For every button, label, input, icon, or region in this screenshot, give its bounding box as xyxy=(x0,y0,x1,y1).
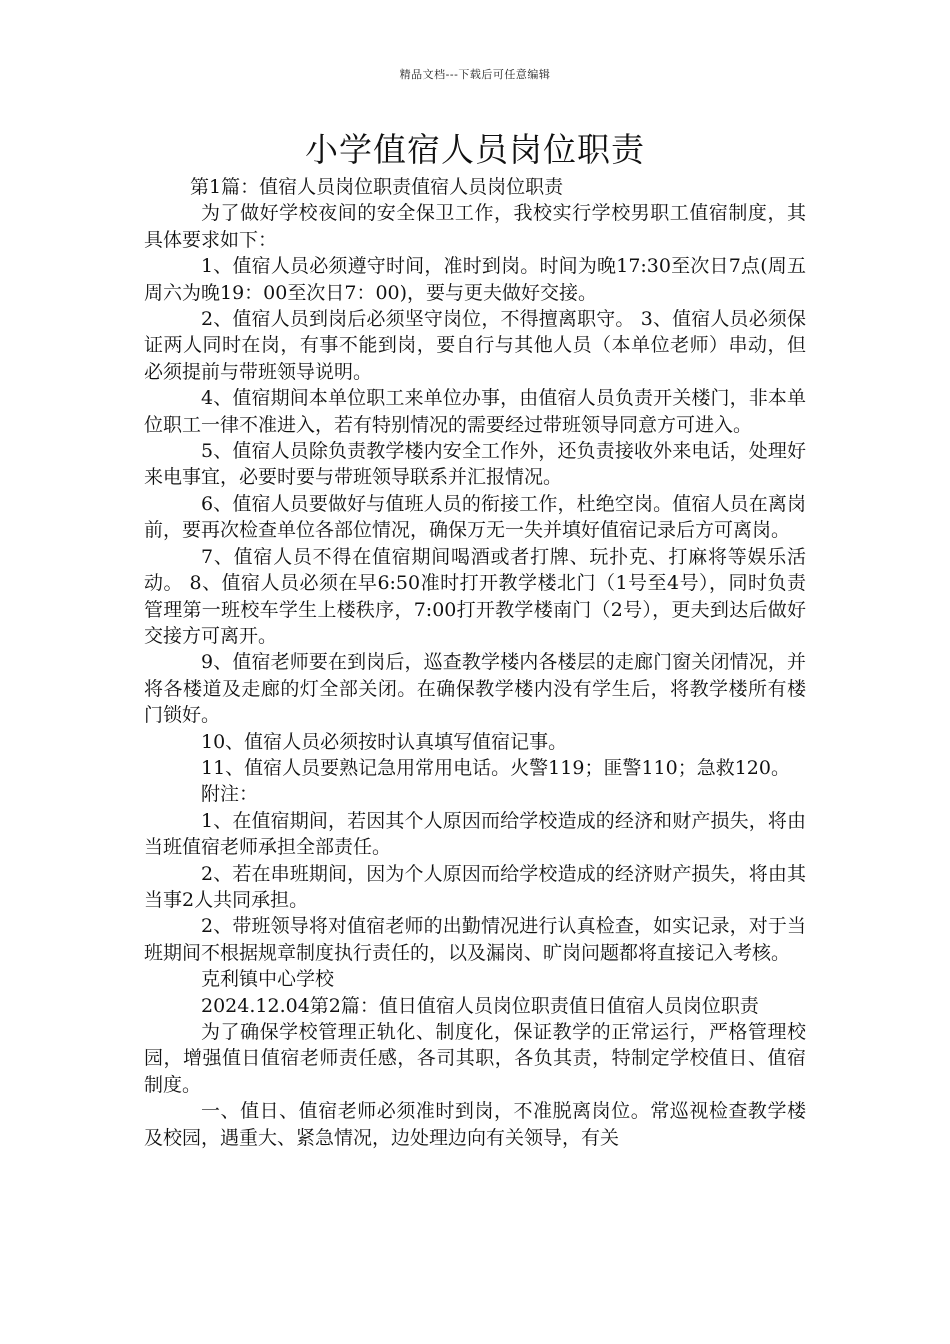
paragraph: 7、值宿人员不得在值宿期间喝酒或者打牌、玩扑克、打麻将等娱乐活动。 8、值宿人员必须在早6:50准时打开教学楼北门（1号至4号），同时负责管理第一班校车学生上楼秩序，7:00打开教学楼南门（2号），更夫到达后做好交接方可离开。 xyxy=(144,545,806,647)
page-title: 小学值宿人员岗位职责 xyxy=(305,130,645,169)
paragraph: 6、值宿人员要做好与值班人员的衔接工作，杜绝空岗。值宿人员在离岗前，要再次检查单位各部位情况，确保万无一失并填好值宿记录后方可离岗。 xyxy=(144,492,806,542)
paragraph: 9、值宿老师要在到岗后，巡查教学楼内各楼层的走廊门窗关闭情况，并将各楼道及走廊的灯全部关闭。在确保教学楼内没有学生后，将教学楼所有楼门锁好。 xyxy=(144,651,806,727)
signature-school: 克利镇中心学校 xyxy=(201,968,335,991)
paragraph: 5、值宿人员除负责教学楼内安全工作外，还负责接收外来电话，处理好来电事宜，必要时要与带班领导联系并汇报情况。 xyxy=(144,440,806,489)
header-note: 精品文档---下载后可任意编辑 xyxy=(399,68,551,81)
date-and-section-heading-2: 2024.12.04第2篇：值日值宿人员岗位职责值日值宿人员岗位职责 xyxy=(201,994,759,1017)
paragraph: 11、值宿人员要熟记急用常用电话。火警119；匪警110；急救120。 xyxy=(201,756,790,779)
paragraph: 2、带班领导将对值宿老师的出勤情况进行认真检查，如实记录，对于当班期间不根据规章制度执行责任的，以及漏岗、旷岗问题都将直接记入考核。 xyxy=(144,915,806,964)
paragraph: 一、值日、值宿老师必须准时到岗，不准脱离岗位。常巡视检查教学楼及校园，遇重大、紧急情况，边处理边向有关领导，有关 xyxy=(144,1100,806,1149)
paragraph: 1、值宿人员必须遵守时间，准时到岗。时间为晚17:30至次日7点(周五周六为晚19：00至次日7：00)，要与更夫做好交接。 xyxy=(144,255,806,304)
paragraph: 为了做好学校夜间的安全保卫工作，我校实行学校男职工值宿制度，其具体要求如下： xyxy=(144,202,806,251)
paragraph: 2、若在串班期间，因为个人原因而给学校造成的经济财产损失，将由其当事2人共同承担。 xyxy=(144,862,806,911)
notes-heading: 附注： xyxy=(201,783,259,806)
paragraph: 2、值宿人员到岗后必须坚守岗位，不得擅离职守。 3、值宿人员必须保证两人同时在岗，有事不能到岗，要自行与其他人员（本单位老师）串动，但必须提前与带班领导说明。 xyxy=(144,308,806,383)
paragraph: 1、在值宿期间，若因其个人原因而给学校造成的经济和财产损失，将由当班值宿老师承担全部责任。 xyxy=(144,809,806,859)
document-body xyxy=(144,174,806,1151)
section-heading-1: 第1篇：值宿人员岗位职责值宿人员岗位职责 xyxy=(190,176,564,198)
paragraph: 为了确保学校管理正轨化、制度化，保证教学的正常运行，严格管理校园，增强值日值宿老师责任感，各司其职，各负其责，特制定学校值日、值宿制度。 xyxy=(144,1021,806,1096)
paragraph: 10、值宿人员必须按时认真填写值宿记事。 xyxy=(201,730,568,753)
paragraph: 4、值宿期间本单位职工来单位办事，由值宿人员负责开关楼门，非本单位职工一律不准进入，若有特别情况的需要经过带班领导同意方可进入。 xyxy=(144,387,806,436)
